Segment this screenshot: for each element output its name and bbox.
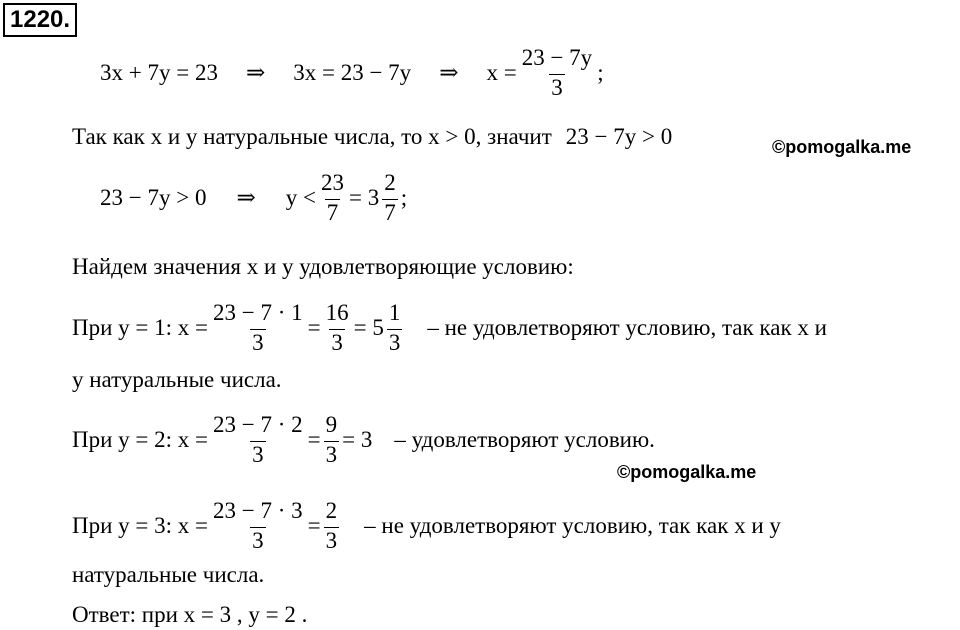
watermark: ©pomogalka.me	[772, 137, 912, 157]
fraction-denominator: 3	[331, 330, 343, 355]
case-comment: – удовлетворяют условию.	[394, 427, 655, 452]
fraction-1-3	[387, 300, 403, 356]
inequality: 23 − 7y > 0	[100, 185, 207, 210]
equation-1: 3x + 7y = 23	[100, 60, 218, 85]
equals-sign: =	[307, 427, 321, 452]
case-y2	[72, 412, 655, 468]
implies-arrow: ⇒	[236, 185, 256, 210]
fraction-23-7	[319, 170, 346, 226]
fraction-denominator: 3	[325, 442, 338, 467]
answer-line	[72, 602, 307, 628]
case-y3-continuation	[72, 562, 264, 588]
equation-line-1	[100, 45, 604, 101]
fraction-denominator: 3	[325, 528, 338, 553]
semicolon: ;	[400, 185, 408, 210]
problem-number: 1220.	[3, 3, 77, 37]
case-prefix: При y = 1: x =	[72, 315, 209, 340]
fraction-expression	[211, 412, 305, 468]
fraction-x	[520, 45, 594, 101]
fraction-2-3	[324, 498, 340, 554]
fraction-denominator: 3	[388, 330, 401, 355]
fraction-denominator: 3	[252, 442, 264, 467]
condition-text: Так как x и y натуральные числа, то x > 0, значит	[72, 124, 552, 149]
condition-expression: 23 − 7y > 0	[565, 124, 673, 149]
fraction-expression	[211, 300, 305, 356]
fraction-numerator: 23	[320, 170, 344, 195]
fraction-numerator: 23 − 7y	[521, 45, 593, 70]
fraction-2-7	[382, 170, 398, 226]
fraction-numerator: 9	[325, 412, 338, 437]
equals-three: = 3	[342, 427, 373, 452]
fraction-numerator: 23 − 7 · 1	[213, 300, 303, 325]
fraction-denominator: 7	[326, 200, 339, 225]
case-prefix: При y = 2: x =	[72, 427, 209, 452]
implies-arrow: ⇒	[439, 60, 459, 85]
fraction-numerator: 23 − 7 · 2	[213, 412, 303, 437]
continuation-text: y натуральные числа.	[72, 367, 282, 392]
y-less-than: y <	[285, 185, 316, 210]
fraction-numerator: 23 − 7 · 3	[213, 498, 303, 523]
fraction-16-3	[324, 300, 351, 356]
text-line-4	[72, 254, 574, 280]
continuation-text: натуральные числа.	[72, 562, 265, 587]
semicolon: ;	[597, 60, 604, 85]
case-prefix: При y = 3: x =	[72, 513, 209, 538]
fraction-numerator: 2	[384, 170, 396, 195]
fraction-expression	[211, 498, 305, 554]
fraction-9-3	[324, 412, 340, 468]
case-comment: – не удовлетворяют условию, так как x и	[427, 315, 827, 340]
fraction-numerator: 2	[325, 498, 338, 523]
equals-sign: =	[307, 315, 321, 340]
case-comment: – не удовлетворяют условию, так как x и y	[364, 513, 781, 538]
case-y1	[72, 300, 827, 356]
equals-sign: =	[307, 513, 321, 538]
fraction-denominator: 7	[384, 200, 396, 225]
fraction-denominator: 3	[551, 75, 563, 100]
equals-three: = 3	[348, 185, 380, 210]
inequality-line	[100, 170, 407, 226]
fraction-numerator: 16	[325, 300, 349, 325]
text-line-2	[72, 124, 672, 150]
x-equals: x =	[486, 60, 517, 85]
answer-text: Ответ: при x = 3 , y = 2 .	[72, 602, 308, 627]
watermark: ©pomogalka.me	[617, 462, 757, 482]
fraction-denominator: 3	[252, 330, 264, 355]
fraction-denominator: 3	[252, 528, 264, 553]
equals-five: = 5	[353, 315, 384, 340]
fraction-numerator: 1	[388, 300, 401, 325]
case-y1-continuation	[72, 367, 282, 393]
instruction-text: Найдем значения x и y удовлетворяющие условию:	[72, 254, 574, 279]
equation-2: 3x = 23 − 7y	[293, 60, 412, 85]
implies-arrow: ⇒	[245, 60, 266, 85]
case-y3	[72, 498, 781, 554]
